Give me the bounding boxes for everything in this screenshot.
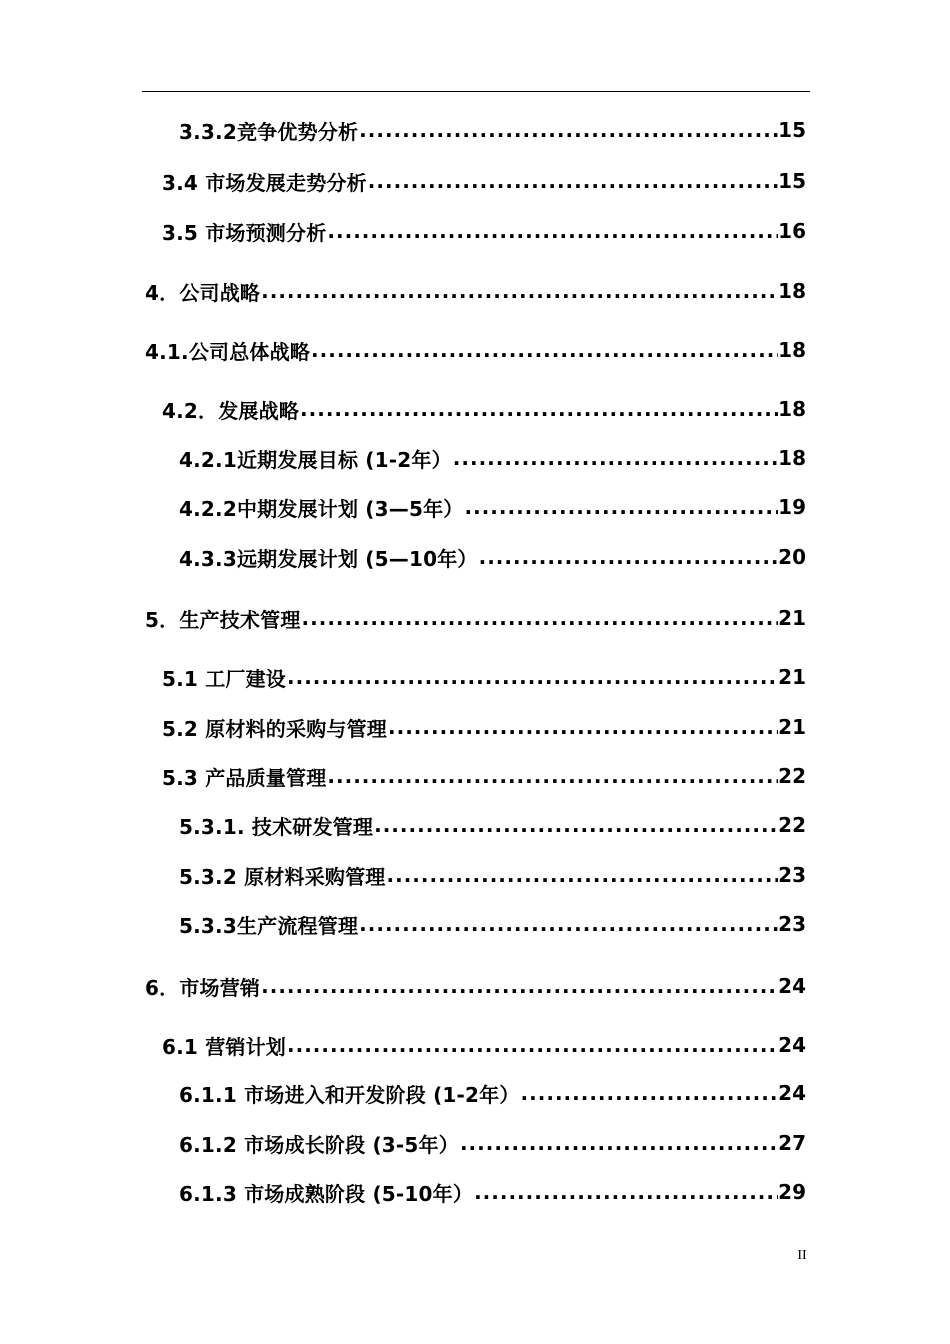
- toc-dot-leader: [358, 912, 778, 936]
- toc-entry-page: 24: [778, 1033, 806, 1057]
- toc-dot-leader: [387, 715, 778, 739]
- toc-entry-title: 4.2．发展战略: [162, 398, 300, 423]
- toc-entry[interactable]: [162, 216, 806, 246]
- toc-entry[interactable]: [179, 443, 806, 473]
- toc-dot-leader: [299, 397, 778, 421]
- toc-entry-title: 6．市场营销: [145, 975, 261, 1000]
- toc-dot-leader: [473, 1180, 778, 1204]
- toc-entry-page: 24: [778, 1081, 806, 1105]
- toc-entry-page: 21: [778, 715, 806, 739]
- toc-entry-page: 18: [778, 338, 806, 362]
- toc-entry[interactable]: [145, 276, 806, 306]
- toc-dot-leader: [310, 338, 778, 362]
- toc-entry-page: 23: [778, 912, 806, 936]
- toc-dot-leader: [326, 764, 778, 788]
- toc-entry-title: 5.3.2 原材料采购管理: [179, 864, 386, 889]
- toc-dot-leader: [260, 974, 778, 998]
- toc-entry-title: 3.3.2竞争优势分析: [179, 119, 359, 144]
- toc-entry-page: 16: [778, 219, 806, 243]
- toc-entry[interactable]: [162, 712, 806, 742]
- toc-entry-title: 4.3.3远期发展计划 (5—10年）: [179, 546, 478, 571]
- page-number: II: [797, 1248, 807, 1263]
- toc-entry-title: 5.1 工厂建设: [162, 666, 286, 691]
- toc-entry-page: 20: [778, 545, 806, 569]
- toc-entry[interactable]: [179, 860, 806, 890]
- toc-entry-page: 24: [778, 974, 806, 998]
- toc-entry-title: 4.2.2中期发展计划 (3—5年）: [179, 496, 464, 521]
- toc-dot-leader: [301, 606, 778, 630]
- toc-entry-page: 23: [778, 863, 806, 887]
- toc-entry[interactable]: [179, 909, 806, 939]
- toc-entry-page: 21: [778, 665, 806, 689]
- toc-dot-leader: [373, 813, 778, 837]
- toc-dot-leader: [463, 495, 778, 519]
- toc-entry-page: 18: [778, 279, 806, 303]
- toc-dot-leader: [358, 118, 778, 142]
- toc-entry[interactable]: [179, 1177, 806, 1207]
- toc-entry-title: 5.3.3生产流程管理: [179, 913, 359, 938]
- toc-entry-title: 5.3.1. 技术研发管理: [179, 814, 374, 839]
- toc-entry[interactable]: [179, 542, 806, 572]
- toc-dot-leader: [520, 1081, 778, 1105]
- toc-dot-leader: [286, 1033, 778, 1057]
- toc-entry-page: 15: [778, 169, 806, 193]
- toc-entry-title: 5．生产技术管理: [145, 607, 301, 632]
- toc-entry-title: 5.2 原材料的采购与管理: [162, 716, 387, 741]
- toc-entry[interactable]: [179, 1078, 806, 1108]
- toc-entry[interactable]: [179, 1128, 806, 1158]
- toc-entry-title: 5.3 产品质量管理: [162, 765, 327, 790]
- toc-entry-title: 6.1.1 市场进入和开发阶段 (1-2年）: [179, 1082, 520, 1107]
- toc-entry-page: 19: [778, 495, 806, 519]
- toc-entry[interactable]: [145, 335, 806, 365]
- toc-entry-page: 22: [778, 813, 806, 837]
- toc-entry[interactable]: [162, 761, 806, 791]
- toc-entry-title: 3.4 市场发展走势分析: [162, 170, 367, 195]
- toc-entry[interactable]: [179, 115, 806, 145]
- toc-entry-title: 4.2.1近期发展目标 (1-2年）: [179, 447, 452, 472]
- toc-dot-leader: [452, 446, 778, 470]
- toc-entry-page: 27: [778, 1131, 806, 1155]
- toc-dot-leader: [286, 665, 778, 689]
- toc-entry[interactable]: [162, 166, 806, 196]
- toc-entry-page: 29: [778, 1180, 806, 1204]
- toc-entry-title: 6.1 营销计划: [162, 1034, 286, 1059]
- toc-dot-leader: [478, 545, 778, 569]
- toc-entry-page: 18: [778, 397, 806, 421]
- toc-entry[interactable]: [145, 971, 806, 1001]
- toc-dot-leader: [459, 1131, 778, 1155]
- toc-dot-leader: [367, 169, 778, 193]
- toc-entry-title: 6.1.3 市场成熟阶段 (5-10年）: [179, 1181, 474, 1206]
- toc-dot-leader: [386, 863, 778, 887]
- toc-entry-page: 18: [778, 446, 806, 470]
- toc-entry-title: 4．公司战略: [145, 280, 261, 305]
- toc-entry[interactable]: [179, 810, 806, 840]
- toc-entry-page: 15: [778, 118, 806, 142]
- toc-entry[interactable]: [179, 492, 806, 522]
- toc-dot-leader: [260, 279, 778, 303]
- toc-entry[interactable]: [162, 662, 806, 692]
- toc-entry-page: 21: [778, 606, 806, 630]
- toc-entry[interactable]: [162, 394, 806, 424]
- toc-entry[interactable]: [145, 603, 806, 633]
- toc-entry[interactable]: [162, 1030, 806, 1060]
- toc-entry-title: 3.5 市场预测分析: [162, 220, 327, 245]
- toc-entry-title: 4.1.公司总体战略: [145, 339, 311, 364]
- toc-entry-title: 6.1.2 市场成长阶段 (3-5年）: [179, 1132, 459, 1157]
- toc-entry-page: 22: [778, 764, 806, 788]
- toc-dot-leader: [326, 219, 778, 243]
